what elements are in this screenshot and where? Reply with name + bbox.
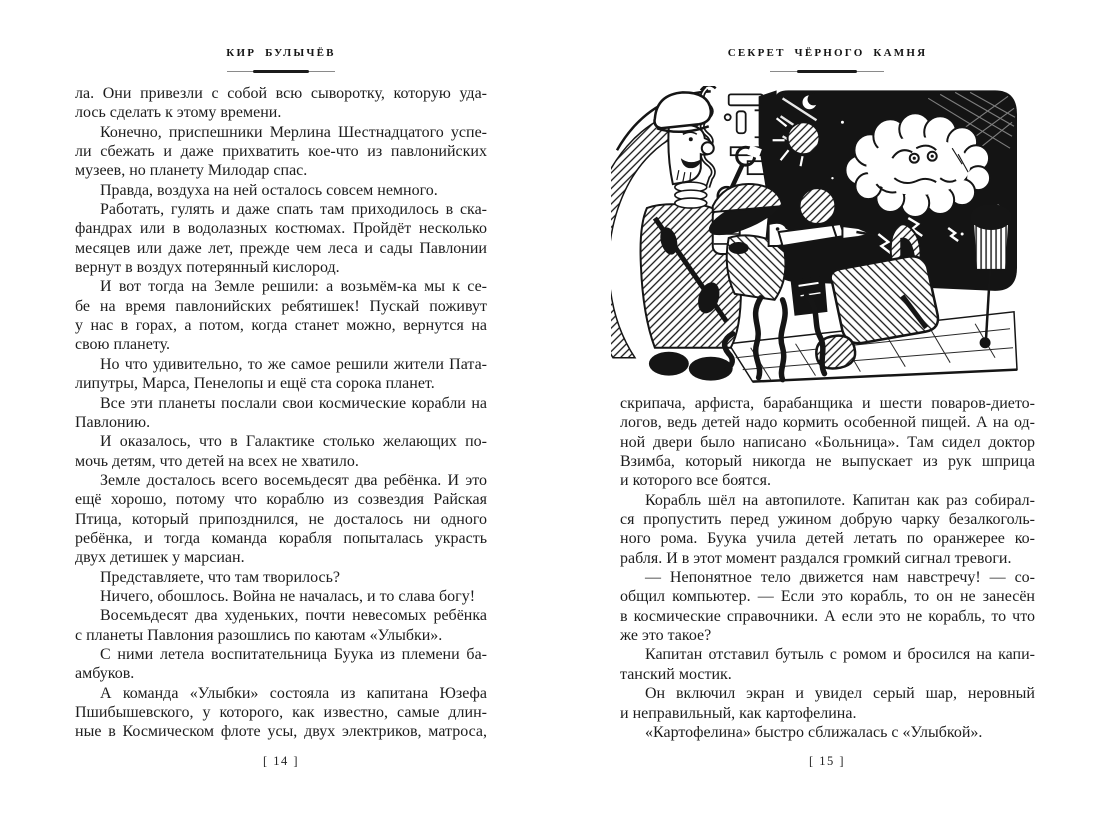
text-line: «Картофелина» быстро сближалась с «Улыбкой». <box>645 723 983 741</box>
text-line: ла. Они привезли с собой всю сыворотку, которую уда- <box>75 85 487 102</box>
text-line: Павлонию. <box>75 413 151 431</box>
text-line: у нас в горах, а потом, когда станет можно, вернутся на <box>75 317 487 335</box>
text-line: ещё хорошо, потому что кораблю из созвездия Райская <box>75 491 487 509</box>
text-line: фандрах или в водолазных костюмах. Пройдёт несколько <box>75 220 487 238</box>
text-line: и которого все боятся. <box>620 472 771 490</box>
text-line: Птица, который припозднился, не досталось ни одного <box>75 510 487 528</box>
text-line: двух детишек у марсиан. <box>75 549 245 567</box>
text-line: с планеты Павлония разошлись по каютам «Улыбки». <box>75 626 443 644</box>
text-line: С ними летела воспитательница Буука из племени ба- <box>100 645 487 663</box>
text-line: лось сделать к этому времени. <box>75 104 282 122</box>
text-line: липутры, Марса, Пенелопы и ещё ста сорока планет. <box>75 375 435 393</box>
right-text-column <box>620 394 1035 742</box>
text-line: свою планету. <box>75 336 170 354</box>
text-line: Корабль шёл на автопилоте. Капитан как раз собирал- <box>645 491 1035 509</box>
text-line: и неправильный, как картофелина. <box>620 704 857 722</box>
text-line: Правда, воздуха на ней осталось совсем немного. <box>100 181 438 199</box>
text-line: Пшибышевского, у которого, как известно, самые длин- <box>75 704 487 721</box>
text-line: общил компьютер. — Если это корабль, то он не занесён <box>620 588 1035 606</box>
text-line: ребёнка, и тогда команда корабля попыталась украсть <box>75 529 487 547</box>
text-line: скрипача, арфиста, барабанщика и шести поваров-дието- <box>620 395 1035 412</box>
text-line: Земле досталось всего восемьдесят два ребёнка. И это <box>100 471 487 489</box>
text-line: ного рома. Буука учила детей летать по оранжерее ко- <box>620 530 1035 548</box>
text-line: Представляете, что там творилось? <box>100 568 340 586</box>
text-line: вернут в воздух потерянный кислород. <box>75 259 340 277</box>
text-line: ся пропустить перед ужином добрую чарку безалкоголь- <box>620 511 1035 529</box>
text-line: амбуков. <box>75 665 135 683</box>
text-line: ли сбежать и даже прихватить кое-что из павлонийских <box>75 143 487 161</box>
illustration <box>611 86 1020 386</box>
text-line: Капитан отставил бутыль с ромом и бросился на капи- <box>645 646 1035 664</box>
text-line: рабля. И в этот момент раздался громкий сигнал тревоги. <box>620 549 1012 567</box>
text-line: — Непонятное тело движется нам навстречу! — со- <box>645 569 1035 587</box>
text-line: Восемьдесят два худеньких, почти невесомых ребёнка <box>100 607 487 625</box>
left-page-header: КИР БУЛЫЧЁВ <box>226 47 336 59</box>
left-text-column <box>75 84 487 742</box>
right-header-rule <box>770 71 884 72</box>
text-line: мочь детям, что детей на всех не хватило. <box>75 452 359 470</box>
text-line: же это такое? <box>620 627 712 645</box>
text-line: Взимба, который никогда не выпускает из рук шприца <box>620 453 1035 471</box>
text-line: Ничего, обошлось. Война не началась, и то слава богу! <box>100 587 476 605</box>
text-line: А команда «Улыбки» состояла из капитана Юзефа <box>100 684 487 702</box>
text-line: Все эти планеты послали свои космические корабли на <box>100 394 487 412</box>
text-line: Работать, гулять и даже спать там приходилось в ска- <box>100 201 487 219</box>
text-line: ной двери было написано «Больница». Там сидел доктор <box>620 433 1035 451</box>
right-page-header: СЕКРЕТ ЧЁРНОГО КАМНЯ <box>727 47 928 59</box>
text-line: ные в Космическом флоте усы, двух электриков, матроса, <box>75 723 487 741</box>
text-line: бе на время павлонийских ребятишек! Пускай поживут <box>75 297 487 315</box>
text-line: музеев, но планету Милодар спас. <box>75 162 308 180</box>
left-header-rule <box>227 71 335 72</box>
text-line: Конечно, приспешники Мерлина Шестнадцатого успе- <box>100 123 487 141</box>
page-number-left: [ 14 ] <box>262 754 300 768</box>
text-line: логов, ведь детей надо кормить особенной пищей. А на од- <box>620 414 1035 432</box>
text-line: танский мостик. <box>620 665 732 683</box>
text-line: Он включил экран и увидел серый шар, неровный <box>645 685 1035 703</box>
text-line: И оказалось, что в Галактике столько желающих по- <box>100 433 487 451</box>
text-line: месяцев или даже лет, прежде чем леса и сады Павлонии <box>75 239 487 257</box>
text-line: в космические справочники. А если это не корабль, то что <box>620 607 1035 625</box>
page-number-right: [ 15 ] <box>808 754 846 768</box>
text-line: И вот тогда на Земле решили: а возьмём-ка мы к се- <box>100 278 487 296</box>
text-line: Но что удивительно, то же самое решили жители Пата- <box>100 355 487 373</box>
